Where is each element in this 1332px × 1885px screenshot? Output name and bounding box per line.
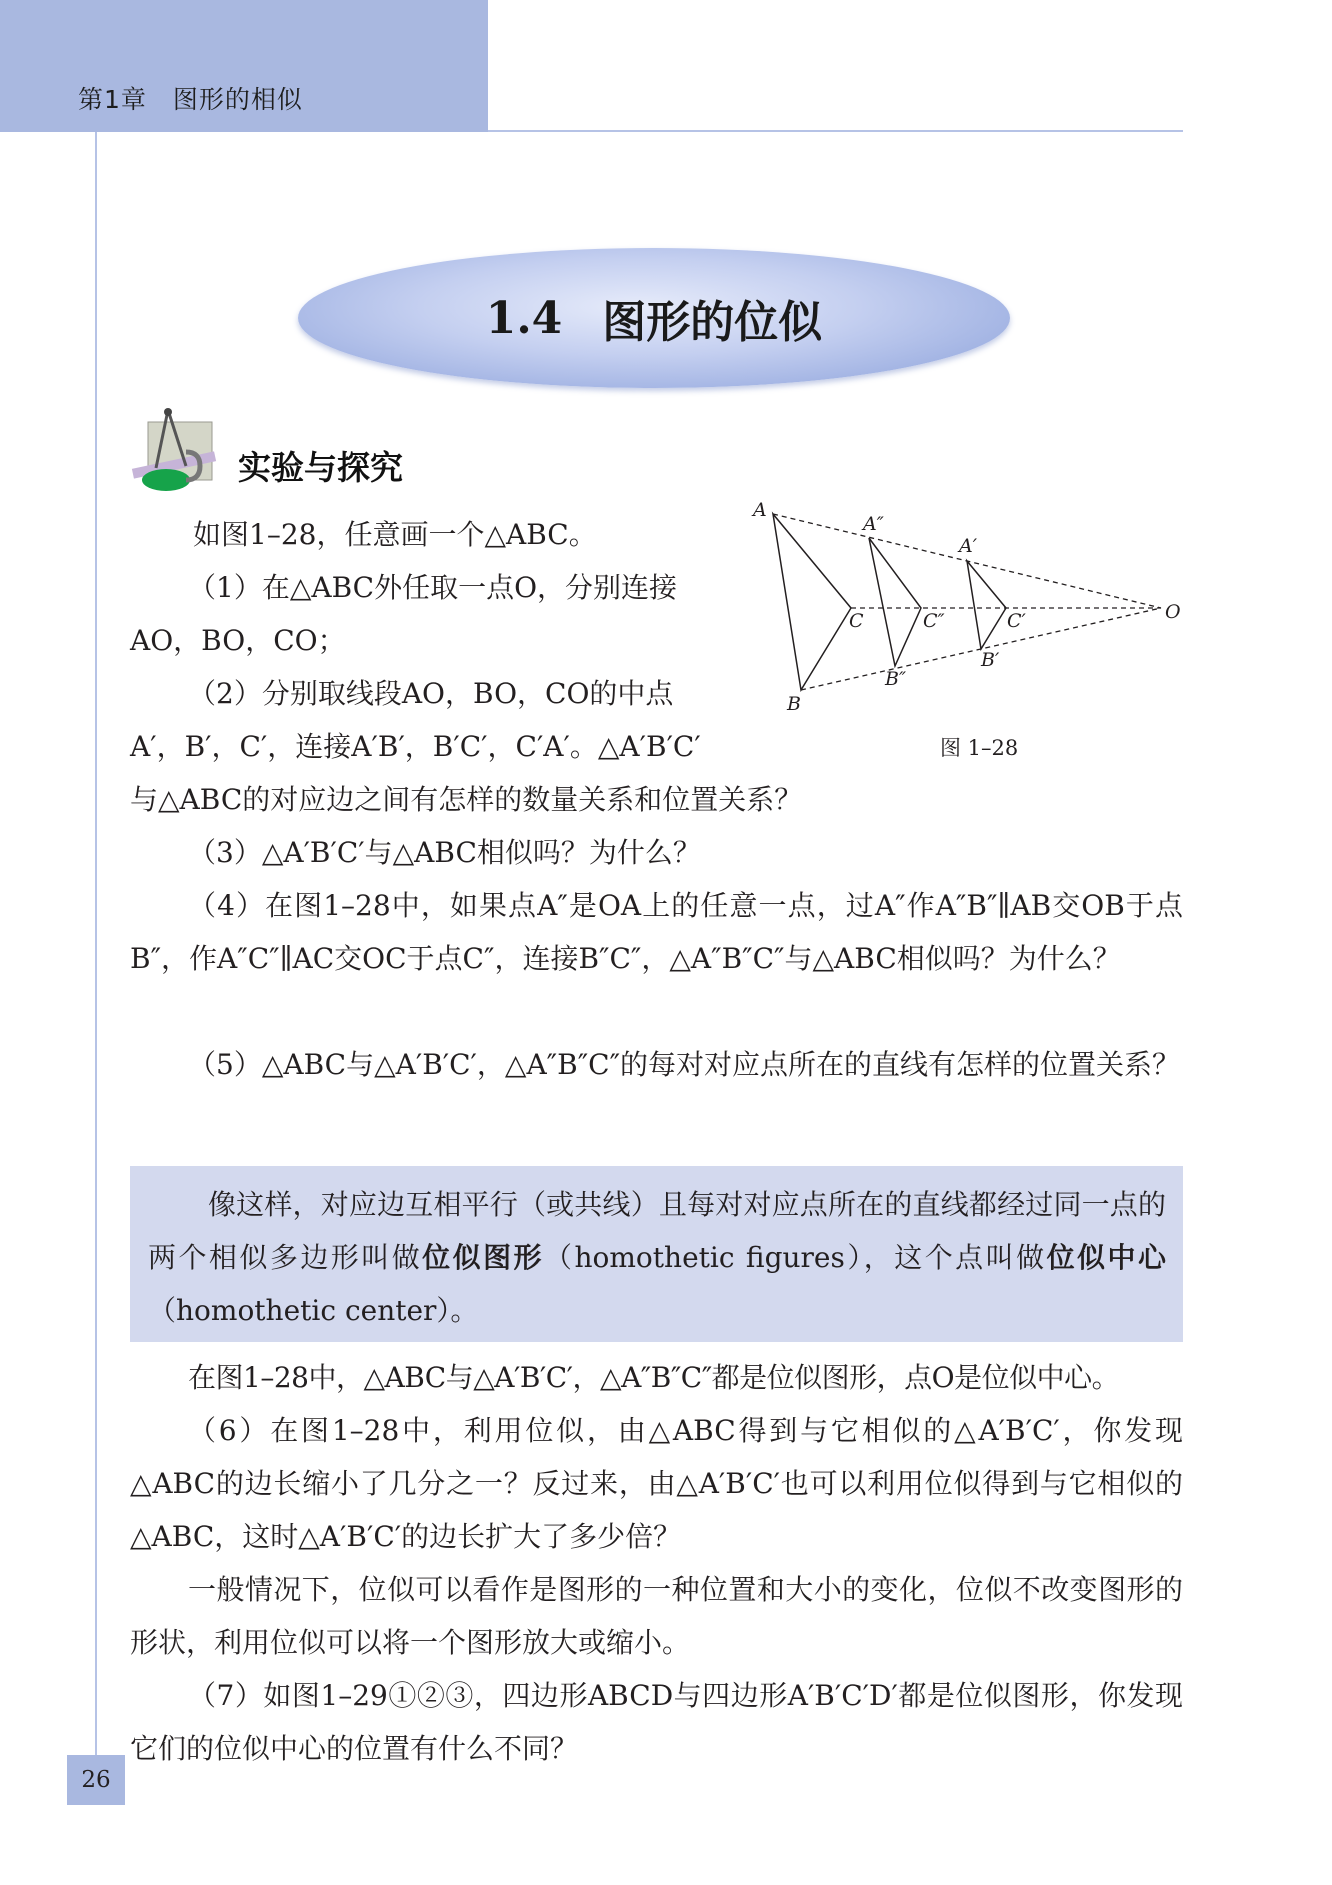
definition-part-2: （homothetic figures），这个点叫做	[544, 1241, 1047, 1274]
label-b1: B′	[981, 649, 1000, 671]
margin-rule	[95, 132, 97, 1755]
chapter-header: 第1章 图形的相似	[78, 85, 303, 114]
term-homothetic-figures: 位似图形	[422, 1241, 545, 1274]
label-o: O	[1165, 601, 1181, 623]
intro-paragraph-3b: A′，B′，C′，连接A′B′，B′C′，C′A′。△A′B′C′	[130, 730, 701, 763]
label-b: B	[787, 693, 801, 715]
definition-part-3: （homothetic center）。	[148, 1294, 479, 1327]
intro-paragraph-2a: （1）在△ABC外任取一点O，分别连接	[188, 571, 678, 604]
definition-part-1: 像这样，对应边互相平行（或共线）且每对对应点所在的直线都经过同一点的两个相似多边形叫做	[148, 1188, 1166, 1274]
label-a: A	[753, 499, 767, 521]
explore-heading: 实验与探究	[238, 448, 403, 487]
intro-paragraph-3c: 与△ABC的对应边之间有怎样的数量关系和位置关系？	[130, 783, 803, 816]
question-7: （7）如图1–29①②③，四边形ABCD与四边形A′B′C′D′都是位似图形，你发现它们的位似中心的位置有什么不同？	[130, 1679, 1183, 1765]
figure-1-28	[745, 496, 1185, 736]
label-c1: C′	[1007, 610, 1026, 632]
body-paragraph-b: 一般情况下，位似可以看作是图形的一种位置和大小的变化，位似不改变图形的形状，利用位似可以将一个图形放大或缩小。	[130, 1573, 1183, 1659]
label-c2: C″	[923, 610, 945, 632]
section-title-text: 图形的位似	[602, 297, 823, 348]
section-number: 1.4	[485, 292, 563, 344]
body-paragraph-a: 在图1–28中，△ABC与△A′B′C′，△A″B″C″都是位似图形，点O是位似中心。	[188, 1361, 1120, 1394]
compass-ruler-icon	[128, 408, 224, 498]
label-a2: A″	[863, 513, 884, 535]
triangle-a2b2c2	[869, 538, 921, 666]
section-title	[298, 248, 1010, 388]
question-6: （6）在图1–28中，利用位似，由△ABC得到与它相似的△A′B′C′，你发现△ABC的边长缩小了几分之一？反过来，由△A′B′C′也可以利用位似得到与它相似的△ABC，这时△A′B′C′的边长扩大了多少倍？	[130, 1414, 1183, 1553]
question-4: （4）在图1–28中，如果点A″是OA上的任意一点，过A″作A″B″∥AB交OB于点B″，作A″C″∥AC交OC于点C″，连接B″C″，△A″B″C″与△ABC相似吗？为什么？	[130, 889, 1183, 975]
label-b2: B″	[885, 668, 907, 690]
question-5: （5）△ABC与△A′B′C′，△A″B″C″的每对对应点所在的直线有怎样的位置关系？	[188, 1048, 1181, 1081]
label-a1: A′	[959, 535, 978, 557]
intro-paragraph-3a: （2）分别取线段AO，BO，CO的中点	[188, 677, 674, 710]
intro-paragraph-2b: AO，BO，CO；	[130, 624, 346, 657]
page-number: 26	[81, 1767, 111, 1793]
header-rule	[488, 130, 1183, 132]
triangle-a1b1c1	[967, 561, 1006, 649]
figure-caption: 图 1–28	[940, 736, 1019, 760]
definition-text	[148, 1178, 1166, 1337]
term-homothetic-center: 位似中心	[1046, 1241, 1166, 1274]
triangle-abc	[773, 514, 851, 690]
question-3: （3）△A′B′C′与△ABC相似吗？为什么？	[188, 836, 701, 869]
intro-paragraph-1: 如图1–28，任意画一个△ABC。	[193, 518, 597, 551]
label-c: C	[849, 610, 864, 632]
